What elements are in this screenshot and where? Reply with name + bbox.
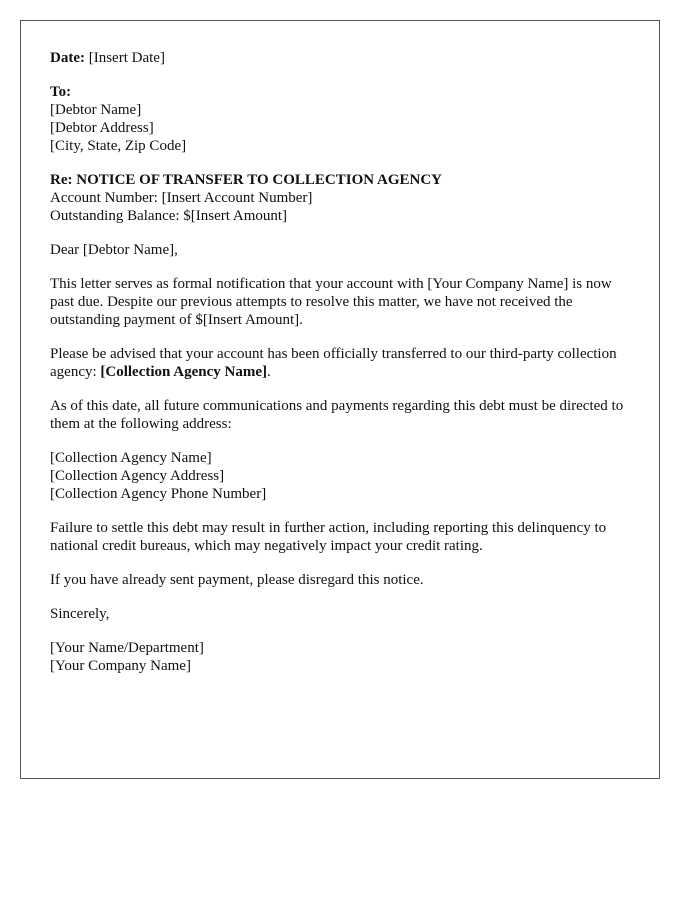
- to-label: To:: [50, 84, 72, 100]
- subject-line: Re: NOTICE OF TRANSFER TO COLLECTION AGENCY: [50, 172, 443, 188]
- letter-content: [50, 49, 635, 691]
- signature-company: [Your Company Name]: [50, 658, 191, 674]
- recipient-block: [50, 83, 635, 155]
- paragraph-transfer: [50, 345, 635, 381]
- agency-address: [Collection Agency Address]: [50, 468, 225, 484]
- date-value: [Insert Date]: [88, 50, 165, 66]
- paragraph-communications: As of this date, all future communications and payments regarding this debt must be directed to them at the following address:: [50, 398, 624, 432]
- date-line: [50, 49, 635, 67]
- agency-address-block: [50, 449, 635, 503]
- paragraph-disregard: If you have already sent payment, please disregard this notice.: [50, 572, 424, 588]
- signature-block: [50, 639, 635, 675]
- letter-page: [20, 20, 660, 779]
- account-number: Account Number: [Insert Account Number]: [50, 190, 313, 206]
- paragraph-transfer-text: Please be advised that your account has been officially transferred to our third-party collection agency:: [50, 346, 617, 380]
- debtor-city-state-zip: [City, State, Zip Code]: [50, 138, 187, 154]
- salutation: Dear [Debtor Name],: [50, 242, 178, 258]
- paragraph-transfer-end: .: [267, 364, 271, 380]
- signature-name: [Your Name/Department]: [50, 640, 204, 656]
- subject-block: [50, 171, 635, 225]
- date-label: Date:: [50, 50, 85, 66]
- closing: Sincerely,: [50, 606, 110, 622]
- agency-phone: [Collection Agency Phone Number]: [50, 486, 267, 502]
- outstanding-balance: Outstanding Balance: $[Insert Amount]: [50, 208, 288, 224]
- debtor-name: [Debtor Name]: [50, 102, 142, 118]
- paragraph-warning: Failure to settle this debt may result in further action, including reporting this delinquency to national credit bureaus, which may negatively impact your credit rating.: [50, 520, 607, 554]
- paragraph-notification: This letter serves as formal notification that your account with [Your Company Name] is now past due. Despite our previous attempts to resolve this matter, we have not received the outstanding payment of $[Insert Amount].: [50, 276, 612, 328]
- agency-name: [Collection Agency Name]: [50, 450, 212, 466]
- debtor-address: [Debtor Address]: [50, 120, 154, 136]
- collection-agency-name-bold: [Collection Agency Name]: [100, 364, 268, 380]
